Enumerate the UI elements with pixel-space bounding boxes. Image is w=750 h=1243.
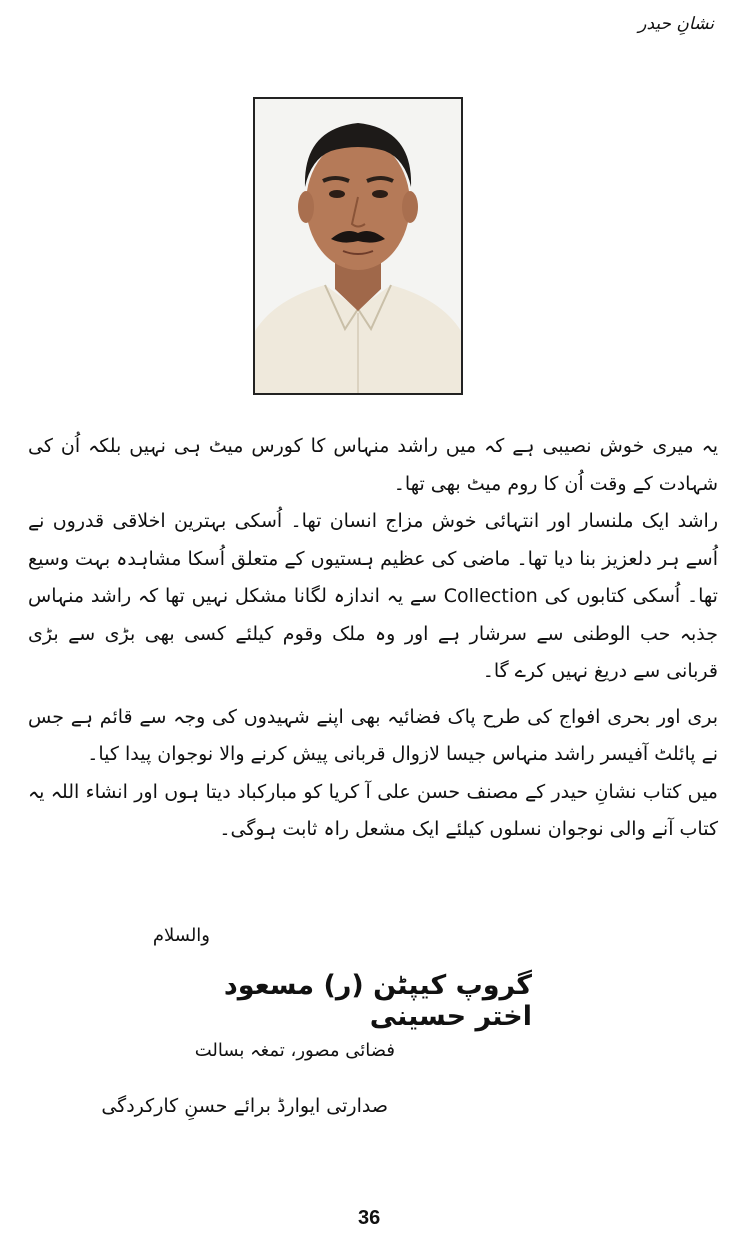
paragraph-1: یہ میری خوش نصیبی ہے کہ میں راشد منہاس کا کورس میٹ ہی نہیں بلکہ اُن کی شہادت کے وقت اُن کا روم میٹ بھی تھا۔ bbox=[28, 435, 718, 495]
author-name: گروپ کیپٹن (ر) مسعود اختر حسینی bbox=[223, 970, 532, 1032]
author-photo bbox=[253, 97, 463, 395]
closing-salutation: والسلام bbox=[152, 925, 210, 946]
portrait-illustration bbox=[255, 99, 461, 393]
author-title: فضائی مصور، تمغہ بسالت bbox=[194, 1040, 395, 1061]
paragraph-2: راشد ایک ملنسار اور انتہائی خوش مزاج انسان تھا۔ اُسکی بہترین اخلاقی قدروں نے اُسے ہر دلعزیز بنا دیا تھا۔ ماضی کی عظیم ہستیوں کے متعلق اُسکا مشاہدہ بہت وسیع تھا۔ اُسکی کتابوں کی Collection سے یہ اندازہ لگانا مشکل نہیں تھا کہ راشد منہاس جذبہ حب الوطنی سے سرشار ہے اور وہ ملک وقوم کیلئے کسی بھی بڑی سے بڑی قربانی سے دریغ نہیں کرے گا۔ bbox=[28, 510, 718, 682]
paragraph-3: بری اور بحری افواج کی طرح پاک فضائیہ بھی اپنے شہیدوں کی وجہ سے قائم ہے جس نے پائلٹ آفیسر راشد منہاس جیسا لازوال قربانی پیش کرنے والا نوجوان پیدا کیا۔ bbox=[28, 705, 718, 765]
paragraph-4: میں کتاب نشانِ حیدر کے مصنف حسن علی آ کریا کو مبارکباد دیتا ہوں اور انشاء اللہ یہ کتاب آنے والی نوجوان نسلوں کیلئے ایک مشعل راہ ثابت ہوگی۔ bbox=[28, 780, 718, 840]
page-number: 36 bbox=[358, 1207, 381, 1229]
page-header-title: نشانِ حیدر bbox=[638, 14, 714, 34]
letter-body bbox=[28, 428, 718, 849]
author-award: صدارتی ایوارڈ برائے حسنِ کارکردگی bbox=[101, 1095, 388, 1117]
